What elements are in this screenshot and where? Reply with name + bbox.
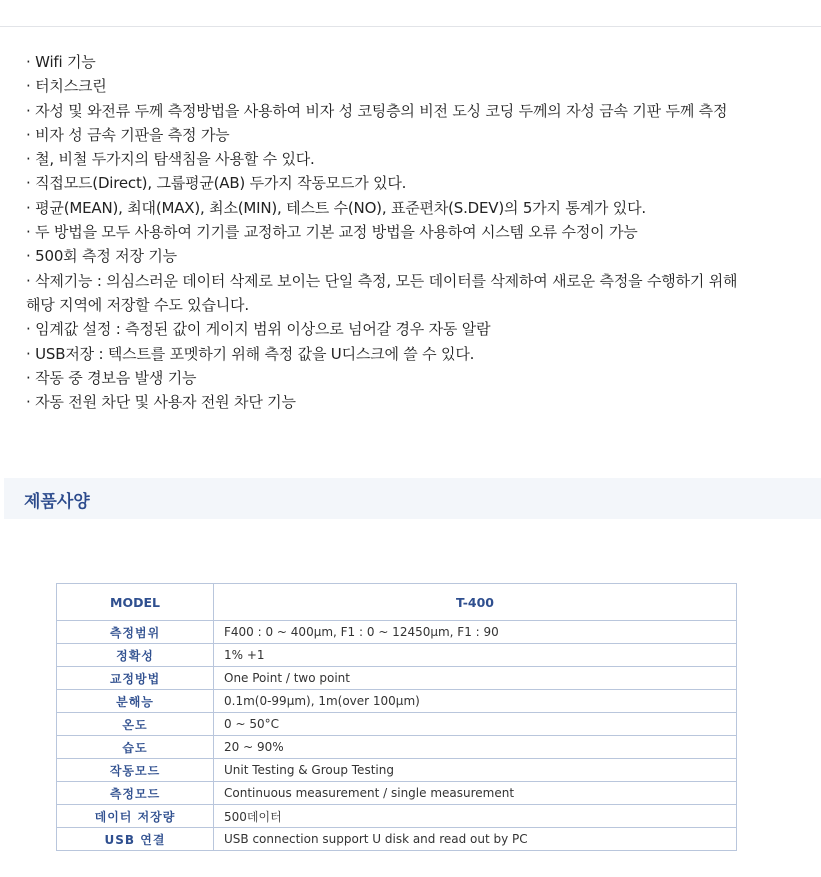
row-label: 분해능 [57,690,214,713]
row-label: 정확성 [57,644,214,667]
feature-item: · Wifi 기능 [26,53,96,71]
table-header-row [57,584,737,621]
feature-item: · 삭제기능 : 의심스러운 데이터 삭제로 보이는 단일 측정, 모든 데이터를 삭제하여 새로운 측정을 수행하기 위해 [26,271,738,290]
feature-item: · 두 방법을 모두 사용하여 기기를 교정하고 기본 교정 방법을 사용하여 시스템 오류 수정이 가능 [26,223,638,242]
row-label: 측정모드 [57,782,214,805]
table-row [57,713,737,736]
top-divider [0,26,821,27]
row-value: 500데이터 [214,805,737,828]
row-value: 0 ~ 50°C [214,713,737,736]
table-row [57,759,737,782]
row-label: 습도 [57,736,214,759]
row-value: Unit Testing & Group Testing [214,759,737,782]
row-value: F400 : 0 ~ 400μm, F1 : 0 ~ 12450μm, F1 : 90 [214,621,737,644]
feature-item: · 작동 중 경보음 발생 기능 [26,368,197,387]
feature-item: · 임계값 설정 : 측정된 값이 게이지 범위 이상으로 넘어갈 경우 자동 알람 [26,320,491,339]
row-value: One Point / two point [214,667,737,690]
header-value: T-400 [214,584,737,621]
feature-list [26,50,806,414]
row-label: 측정범위 [57,621,214,644]
table-row [57,644,737,667]
row-value: 1% +1 [214,644,737,667]
row-value: USB connection support U disk and read out by PC [214,828,737,851]
feature-item: · 자동 전원 차단 및 사용자 전원 차단 기능 [26,393,296,412]
row-label: 온도 [57,713,214,736]
feature-item: · 비자 성 금속 기판을 측정 가능 [26,125,230,144]
row-label: 교정방법 [57,667,214,690]
spec-table [56,583,737,851]
table-row [57,736,737,759]
header-label: MODEL [57,584,214,621]
table-row [57,667,737,690]
row-label: 데이터 저장량 [57,805,214,828]
row-value: Continuous measurement / single measurement [214,782,737,805]
table-row [57,828,737,851]
feature-item: · 평균(MEAN), 최대(MAX), 최소(MIN), 테스트 수(NO), 표준편차(S.DEV)의 5가지 통계가 있다. [26,198,646,217]
feature-item: · 자성 및 와전류 두께 측정방법을 사용하여 비자 성 코팅층의 비전 도싱 코딩 두께의 자성 금속 기판 두께 측정 [26,101,728,120]
table-row [57,690,737,713]
feature-item: · 터치스크린 [26,77,107,96]
row-label: USB 연결 [57,828,214,851]
row-label: 작동모드 [57,759,214,782]
feature-item-continuation: 해당 지역에 저장할 수도 있습니다. [26,295,249,314]
row-value: 0.1m(0-99μm), 1m(over 100μm) [214,690,737,713]
spec-section-header [4,478,821,519]
feature-item: · USB저장 : 텍스트를 포멧하기 위해 측정 값을 U디스크에 쓸 수 있다. [26,344,475,363]
table-row [57,782,737,805]
feature-item: · 직접모드(Direct), 그룹평균(AB) 두가지 작동모드가 있다. [26,174,407,193]
feature-item: · 철, 비철 두가지의 탐색침을 사용할 수 있다. [26,150,315,169]
row-value: 20 ~ 90% [214,736,737,759]
section-title: 제품사양 [24,492,90,512]
feature-item: · 500회 측정 저장 기능 [26,247,177,266]
table-row [57,621,737,644]
table-row [57,805,737,828]
